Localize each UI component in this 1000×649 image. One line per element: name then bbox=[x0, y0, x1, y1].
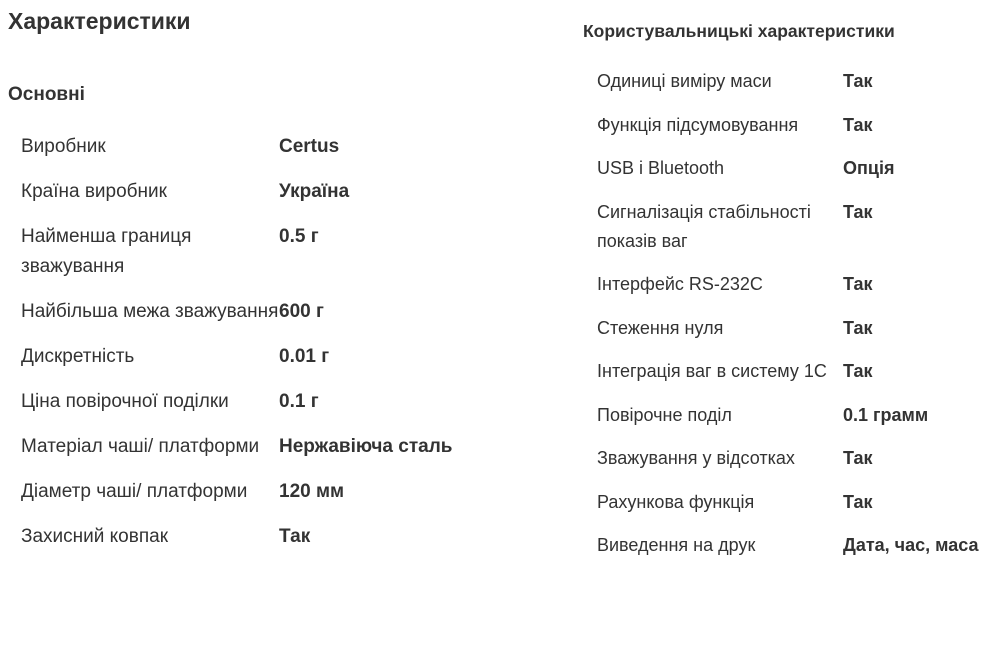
spec-row bbox=[21, 522, 452, 567]
spec-value: Дата, час, маса bbox=[843, 535, 979, 555]
spec-label: Сигналізація стабільності показів ваг bbox=[597, 201, 811, 251]
spec-row bbox=[597, 111, 978, 155]
spec-row bbox=[21, 477, 452, 522]
spec-label: Зважування у відсотках bbox=[597, 448, 795, 468]
spec-row bbox=[21, 432, 452, 477]
spec-value: Так bbox=[843, 448, 873, 468]
spec-value: 120 мм bbox=[279, 481, 345, 502]
spec-value: 0.1 г bbox=[279, 391, 319, 412]
spec-label: Захисний ковпак bbox=[21, 526, 169, 547]
spec-value: Так bbox=[843, 274, 873, 294]
spec-label: USB і Bluetooth bbox=[597, 158, 725, 178]
spec-row bbox=[597, 488, 978, 532]
spec-label: Країна виробник bbox=[21, 181, 167, 202]
section-title-user: Користувальницькі характеристики bbox=[583, 21, 895, 41]
spec-row bbox=[597, 531, 978, 575]
spec-row bbox=[21, 177, 452, 222]
spec-row bbox=[597, 198, 978, 271]
spec-value: 0.01 г bbox=[279, 346, 330, 367]
spec-value: Так bbox=[843, 114, 873, 135]
spec-value: Certus bbox=[279, 136, 340, 157]
spec-row bbox=[21, 387, 452, 432]
spec-label: Діаметр чаші/ платформи bbox=[21, 481, 248, 502]
spec-row bbox=[597, 67, 978, 111]
spec-value: Так bbox=[843, 71, 873, 91]
spec-value: 600 г bbox=[279, 301, 324, 322]
spec-row bbox=[597, 270, 978, 314]
spec-row bbox=[597, 444, 978, 488]
spec-value: Так bbox=[843, 361, 873, 381]
spec-label: Рахункова функція bbox=[597, 491, 755, 512]
spec-label: Повірочне поділ bbox=[597, 404, 732, 425]
spec-value: Так bbox=[843, 201, 873, 222]
spec-value: 0.1 грамм bbox=[843, 404, 929, 425]
spec-label: Ціна повірочної поділки bbox=[21, 391, 229, 412]
spec-label: Функція підсумовування bbox=[597, 114, 799, 135]
spec-label: Найбільша межа зважування bbox=[21, 301, 279, 322]
spec-label: Інтеграція ваг в систему 1С bbox=[597, 361, 827, 381]
spec-row bbox=[21, 132, 452, 177]
spec-row bbox=[597, 357, 978, 401]
user-specs-table bbox=[597, 67, 978, 575]
spec-label: Найменша границя зважування bbox=[21, 226, 192, 277]
spec-value: Опція bbox=[843, 158, 895, 178]
spec-label: Дискретність bbox=[21, 346, 135, 367]
spec-row bbox=[597, 314, 978, 358]
spec-row bbox=[597, 401, 978, 445]
page-title: Характеристики bbox=[8, 8, 191, 34]
basic-specs-table bbox=[21, 132, 452, 567]
spec-label: Виробник bbox=[21, 136, 106, 157]
spec-label: Стеження нуля bbox=[597, 317, 724, 338]
spec-value: Нержавіюча сталь bbox=[279, 436, 453, 457]
spec-value: Так bbox=[843, 317, 873, 338]
spec-value: Так bbox=[843, 491, 873, 512]
spec-row bbox=[21, 222, 452, 297]
spec-value: Так bbox=[279, 526, 311, 547]
spec-label: Виведення на друк bbox=[597, 535, 756, 555]
spec-label: Матеріал чаші/ платформи bbox=[21, 436, 260, 457]
section-title-basic: Основні bbox=[8, 84, 85, 105]
spec-value: 0.5 г bbox=[279, 226, 319, 247]
spec-value: Україна bbox=[279, 181, 350, 202]
spec-row bbox=[597, 154, 978, 198]
spec-label: Інтерфейс RS-232C bbox=[597, 274, 763, 294]
spec-row bbox=[21, 342, 452, 387]
spec-label: Одиниці виміру маси bbox=[597, 71, 772, 91]
spec-row bbox=[21, 297, 452, 342]
